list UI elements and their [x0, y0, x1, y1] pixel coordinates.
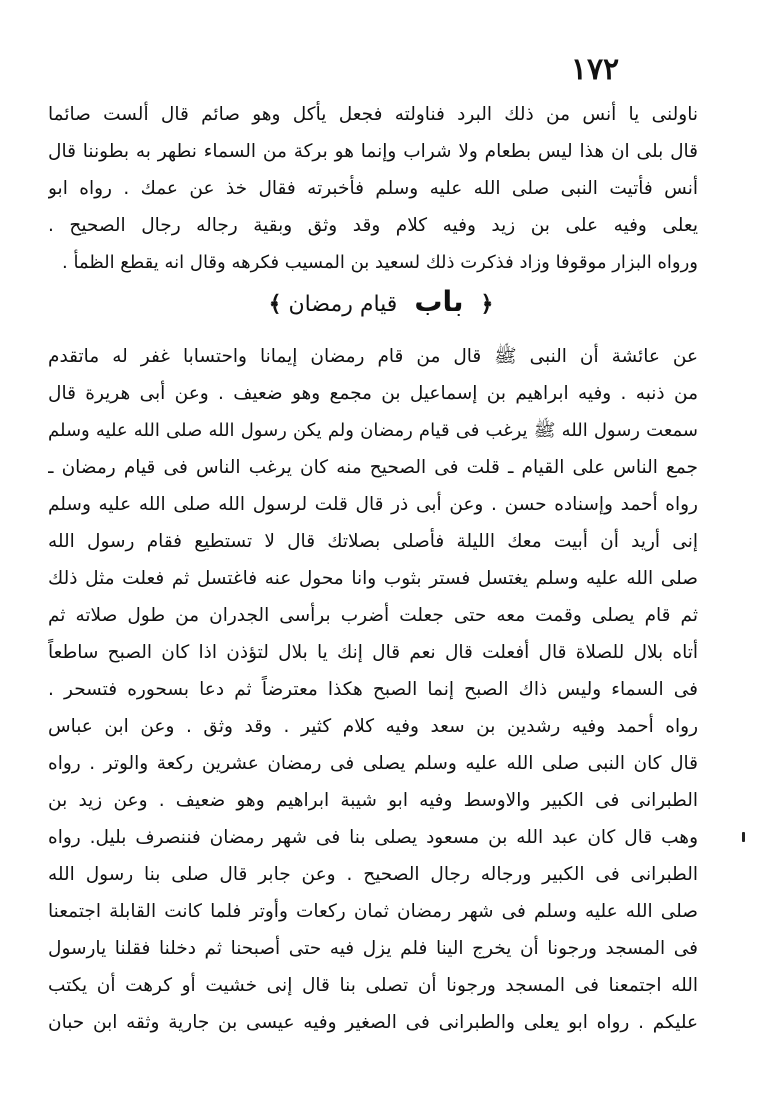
- text-line: وهب قال كان عبد الله بن مسعود يصلى بنا فى شهر رمضان فننصرف بليل. رواه: [48, 827, 698, 848]
- heading-bab-word: باب: [414, 285, 464, 318]
- text-line: رواه أحمد وفيه رشدين بن سعد وفيه كلام كثير . وقد وثق . وعن ابن عباس: [48, 716, 698, 737]
- text-line: الله اجتمعنا فى المسجد ورجونا أن تصلى بنا قال إنى خشيت أو كرهت أن يكتب: [48, 975, 698, 996]
- margin-mark: [742, 832, 745, 842]
- text-line: قال بلى ان هذا ليس بطعام ولا شراب وإنما هو بركة من السماء نطهر به بطوننا قال: [48, 141, 698, 162]
- text-line: عن عائشة أن النبى ﷺ قال من قام رمضان إيمانا واحتسابا غفر له ماتقدم: [48, 346, 698, 367]
- text-line: من ذنبه . وفيه ابراهيم بن إسماعيل بن مجمع وهو ضعيف . وعن أبى هريرة قال: [48, 383, 698, 404]
- text-block-previous-chapter: [48, 96, 698, 281]
- text-line: ثم قام يصلى وقمت معه حتى جعلت أضرب برأسى الجدران من طول صلاته ثم: [48, 605, 698, 626]
- heading-bracket-open: ﴿: [480, 292, 494, 317]
- text-line: جمع الناس على القيام ـ قلت فى الصحيح منه كان يرغب الناس فى قيام رمضان ـ: [48, 457, 698, 478]
- text-line: فى السماء وليس ذاك الصبح إنما الصبح هكذا معترضاً ثم دعا بسحوره فتسحر .: [48, 679, 698, 700]
- page-number: ١٧٢: [570, 52, 620, 87]
- text-line: ورواه البزار موقوفا وزاد فذكرت ذلك لسعيد بن المسيب فكرهه وقال انه يقطع الظمأ .: [62, 252, 698, 273]
- text-line: صلى الله عليه وسلم يغتسل فستر بثوب وانا محول عنه فاغتسل ثم فعلت مثل ذلك: [48, 568, 698, 589]
- text-line: الطبرانى فى الكبير والاوسط وفيه ابو شيبة ابراهيم وهو ضعيف . وعن زيد بن: [48, 790, 698, 811]
- text-line: عليكم . رواه ابو يعلى والطبرانى فى الصغير وفيه عيسى بن جارية وثقه ابن حبان: [48, 1012, 698, 1033]
- text-line: ناولنى يا أنس من ذلك البرد فناولته فجعل يأكل وهو صائم قال ألست صائما: [48, 104, 698, 125]
- text-line: إنى أريد أن أبيت معك الليلة فأصلى بصلاتك قال لا تستطيع فقام رسول الله: [48, 531, 698, 552]
- chapter-heading: [0, 285, 762, 318]
- text-line: رواه أحمد وإسناده حسن . وعن أبى ذر قال قلت لرسول الله صلى الله عليه وسلم: [48, 494, 698, 515]
- text-block-chapter-body: [48, 338, 698, 1041]
- heading-title: قيام رمضان: [288, 292, 398, 317]
- text-line: قال كان النبى صلى الله عليه وسلم يصلى فى رمضان عشرين ركعة والوتر . رواه: [48, 753, 698, 774]
- text-line: صلى الله عليه وسلم فى شهر رمضان ثمان ركعات وأوتر فلما كانت القابلة اجتمعنا: [48, 901, 698, 922]
- text-line: يعلى وفيه على بن زيد وفيه كلام وقد وثق وبقية رجاله رجال الصحيح .: [48, 215, 698, 236]
- text-line: أتاه بلال للصلاة قال أفعلت قال نعم قال إنك يا بلال لتؤذن اذا كان الصبح ساطعاً: [48, 642, 698, 663]
- heading-bracket-close: ﴾: [268, 292, 282, 317]
- text-line: أنس فأتيت النبى صلى الله عليه وسلم فأخبرته فقال خذ عن عمك . رواه ابو: [48, 178, 698, 199]
- text-line: فى المسجد ورجونا أن يخرج الينا فلم يزل فيه حتى أصبحنا ثم دخلنا فقلنا يارسول: [48, 938, 698, 959]
- text-line: الطبرانى فى الكبير ورجاله رجال الصحيح . وعن جابر قال صلى بنا رسول الله: [48, 864, 698, 885]
- text-line: سمعت رسول الله ﷺ يرغب فى قيام رمضان ولم يكن رسول الله صلى الله عليه وسلم: [48, 420, 698, 441]
